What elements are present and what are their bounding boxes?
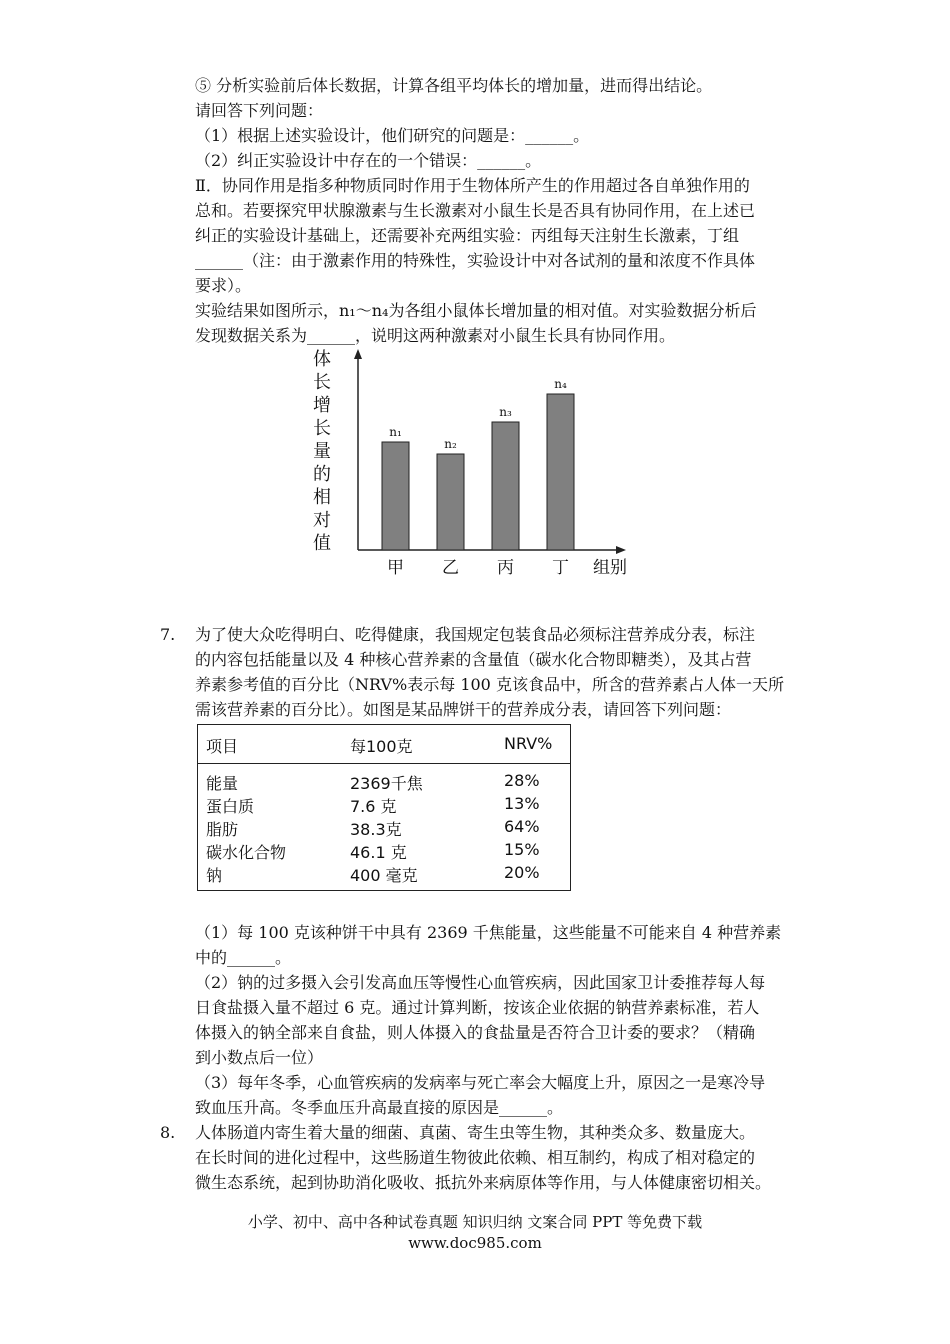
x-axis-arrow [616,546,626,554]
table-header-row [198,725,570,764]
table-cell: 46.1 克 [350,843,407,862]
y-axis-label-char: 相 [313,487,331,508]
bar [382,442,409,550]
y-axis-label-char: 值 [313,533,331,554]
table-header-cell: 项目 [206,737,239,756]
category-label: 丙 [497,558,514,578]
bar [437,454,464,550]
y-axis-label-char: 长 [313,372,331,393]
text-line: 发现数据关系为______，说明这两种激素对小鼠生长具有协同作用。 [195,326,676,345]
y-axis-label-char: 的 [313,464,331,485]
x-axis-label: 组别 [593,558,627,578]
text-line: 致血压升高。冬季血压升高最直接的原因是______。 [195,1098,564,1117]
table-cell: 7.6 克 [350,797,397,816]
table-cell: 钠 [206,866,223,885]
bar [547,394,574,550]
text-line: 需该营养素的百分比）。如图是某品牌饼干的营养成分表，请回答下列问题： [195,700,732,719]
text-line: 人体肠道内寄生着大量的细菌、真菌、寄生虫等生物，其种类众多、数量庞大。 [195,1123,756,1142]
y-axis-label-char: 增 [313,395,331,416]
table-cell: 64% [504,817,540,836]
text-line: （3）每年冬季，心血管疾病的发病率与死亡率会大幅度上升，原因之一是寒冷导 [195,1073,766,1092]
text-line: 微生态系统，起到协助消化吸收、抵抗外来病原体等作用，与人体健康密切相关。 [195,1173,772,1192]
y-axis-label [313,349,331,554]
question-number: 8. [160,1123,176,1142]
bar-chart [300,345,640,585]
text-line: Ⅱ．协同作用是指多种物质同时作用于生物体所产生的作用超过各自单独作用的 [195,176,750,195]
table-cell: 20% [504,863,540,882]
text-line: ______（注：由于激素作用的特殊性，实验设计中对各试剂的量和浓度不作具体 [195,251,756,270]
text-line: （1）每 100 克该种饼干中具有 2369 千焦能量，这些能量不可能来自 4 种营养素 [195,923,782,942]
y-axis-label-char: 体 [313,349,331,370]
text-line: 体摄入的钠全部来自食盐，则人体摄入的食盐量是否符合卫计委的要求？（精确 [195,1023,756,1042]
text-line: （1）根据上述实验设计，他们研究的问题是：______。 [195,126,590,145]
data-label: n₃ [499,405,512,419]
table-cell: 脂肪 [206,820,239,839]
table-cell: 能量 [206,774,239,793]
y-axis-label-char: 对 [313,510,331,531]
category-label: 丁 [552,558,569,578]
table-cell: 13% [504,794,540,813]
text-line: （2）钠的过多摄入会引发高血压等慢性心血管疾病，因此国家卫计委推荐每人每 [195,973,766,992]
table-cell: 38.3克 [350,820,402,839]
data-label: n₄ [554,377,567,391]
y-axis-label-char: 量 [313,441,331,462]
y-axis-label-char: 长 [313,418,331,439]
footer-line-1: 小学、初中、高中各种试卷真题 知识归纳 文案合同 PPT 等免费下载 [247,1213,703,1231]
table-header-cell: 每100克 [350,737,413,756]
bars-group [382,377,574,578]
table-cell: 蛋白质 [206,797,255,816]
question-number: 7. [160,625,176,644]
text-line: 实验结果如图所示，n₁～n₄为各组小鼠体长增加量的相对值。对实验数据分析后 [195,301,757,320]
table-cell: 28% [504,771,540,790]
bar [492,422,519,550]
table-cell: 2369千焦 [350,774,423,793]
text-line: 的内容包括能量以及 4 种核心营养素的含量值（碳水化合物即糖类），及其占营 [195,650,752,669]
table-cell: 碳水化合物 [206,843,287,862]
y-axis-arrow [354,349,362,359]
text-line: 要求）。 [195,276,252,295]
table-header-cell: NRV% [504,734,553,753]
text-line: 为了使大众吃得明白、吃得健康，我国规定包装食品必须标注营养成分表，标注 [195,625,756,644]
category-label: 甲 [387,558,404,578]
text-line: 到小数点后一位） [195,1048,324,1067]
table-cell: 15% [504,840,540,859]
text-line: 请回答下列问题： [195,101,324,120]
text-line: 纠正的实验设计基础上，还需要补充两组实验：丙组每天注射生长激素，丁组 [195,226,740,245]
text-line: 日食盐摄入量不超过 6 克。通过计算判断，按该企业依据的钠营养素标准，若人 [195,998,760,1017]
text-line: 总和。若要探究甲状腺激素与生长激素对小鼠生长是否具有协同作用，在上述已 [195,201,756,220]
text-line: 养素参考值的百分比（NRV%表示每 100 克该食品中，所含的营养素占人体一天所 [195,675,784,694]
text-line: （2）纠正实验设计中存在的一个错误：______。 [195,151,542,170]
data-label: n₁ [389,425,402,439]
nutrition-table [197,724,571,891]
footer-url: www.doc985.com [408,1234,542,1252]
text-line: 中的______。 [195,948,292,967]
text-line: 在长时间的进化过程中，这些肠道生物彼此依赖、相互制约，构成了相对稳定的 [195,1148,756,1167]
table-cell: 400 毫克 [350,866,418,885]
text-line: ⑤ 分析实验前后体长数据，计算各组平均体长的增加量，进而得出结论。 [195,76,713,95]
category-label: 乙 [442,558,459,578]
data-label: n₂ [444,437,457,451]
